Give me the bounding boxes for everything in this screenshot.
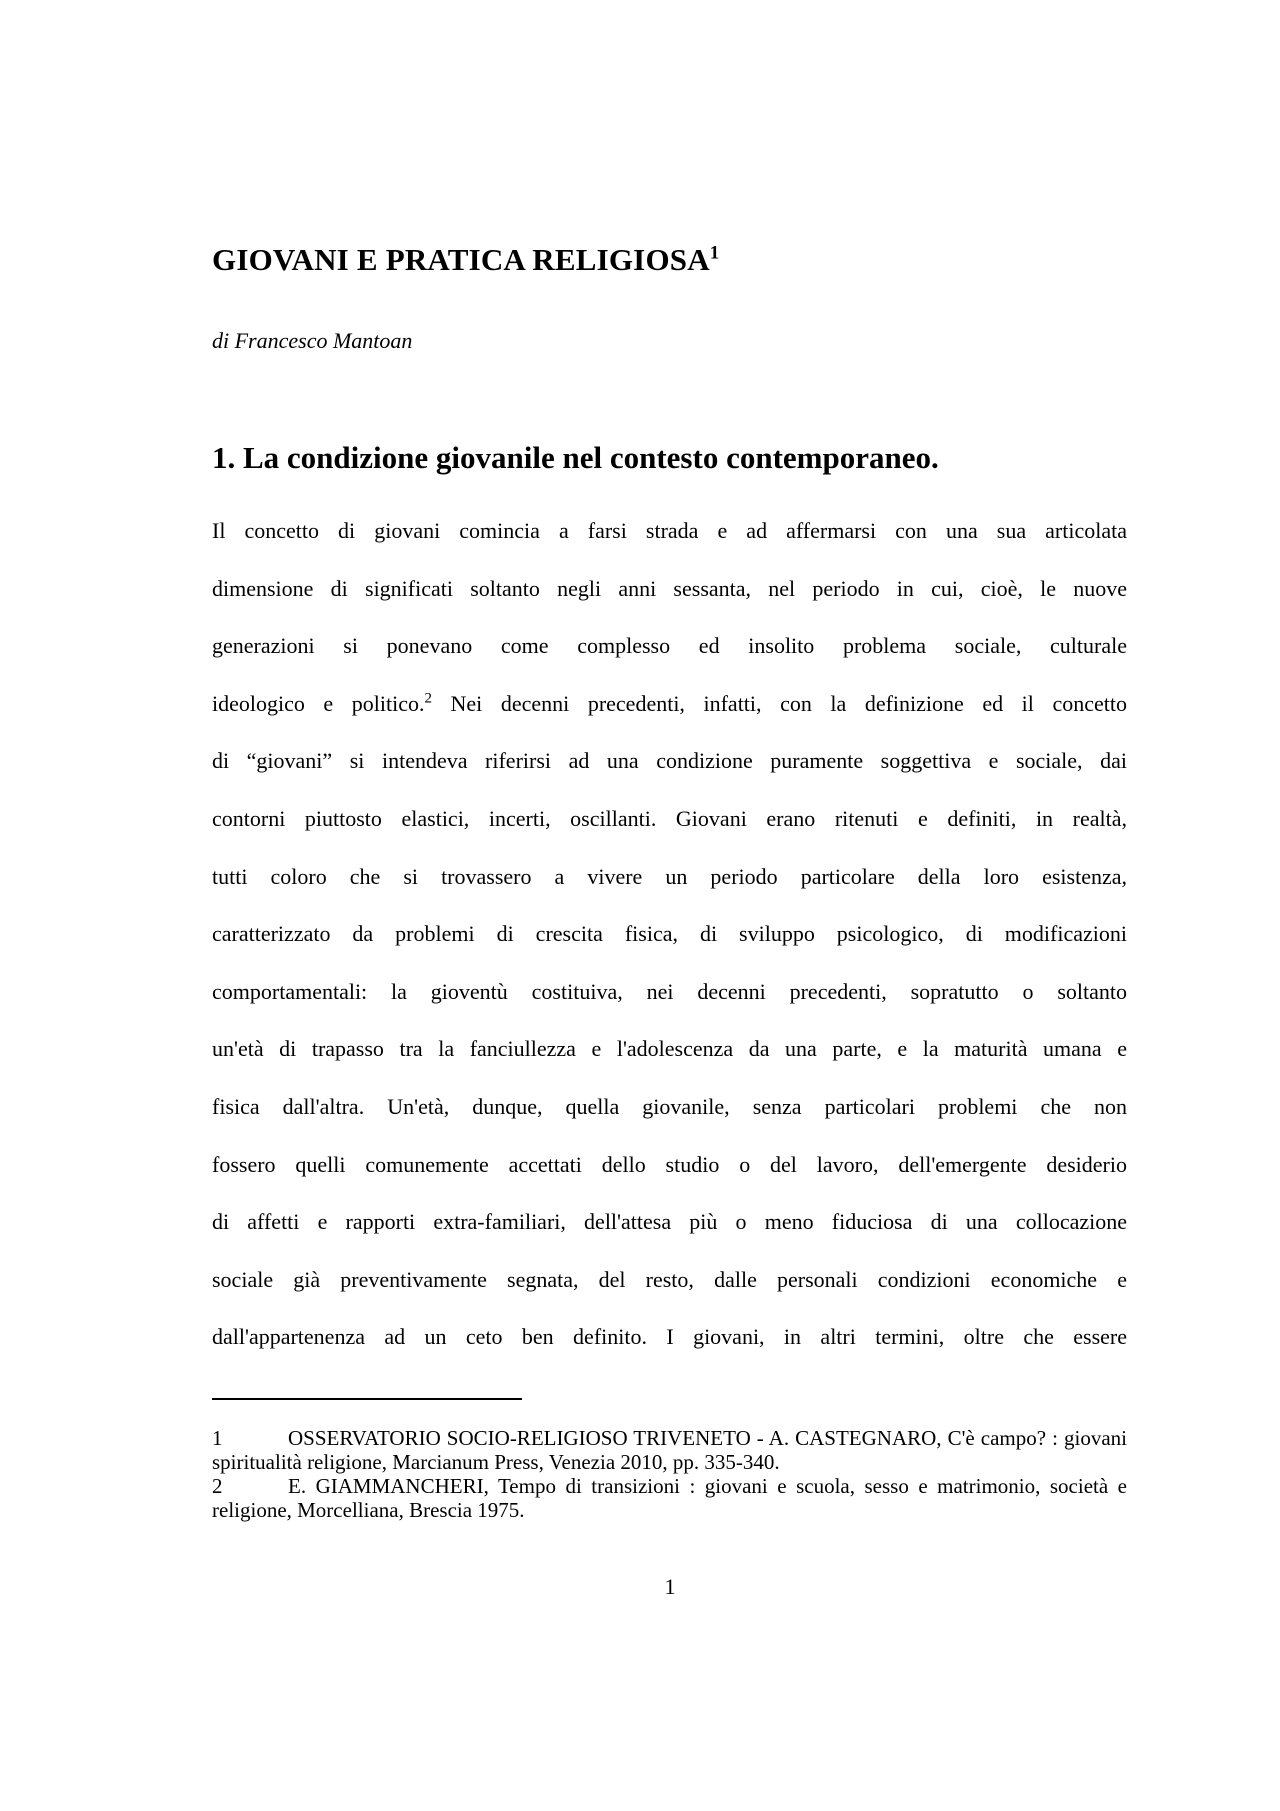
- body-line: un'età di trapasso tra la fanciullezza e l'adolescenza da una parte, e la maturità umana e: [212, 1036, 1127, 1062]
- section-heading: 1. La condizione giovanile nel contesto contemporaneo.: [212, 440, 939, 475]
- footnote: [212, 1426, 1127, 1474]
- body-line: di affetti e rapporti extra-familiari, dell'attesa più o meno fiduciosa di una collocazione: [212, 1209, 1127, 1235]
- body-line: sociale già preventivamente segnata, del resto, dalle personali condizioni economiche e: [212, 1266, 1127, 1292]
- body-text: [212, 516, 1127, 1380]
- body-line: caratterizzato da problemi di crescita fisica, di sviluppo psicologico, di modificazioni: [212, 921, 1127, 947]
- body-line: dimensione di significati soltanto negli anni sessanta, nel periodo in cui, cioè, le nuove: [212, 575, 1127, 601]
- body-line-with-ref: [212, 689, 1127, 747]
- footnote-separator: [212, 1398, 522, 1400]
- body-line-part: Nei decenni precedenti, infatti, con la definizione ed il concetto: [450, 690, 1127, 716]
- body-line: tutti coloro che si trovassero a vivere un periodo particolare della loro esistenza,: [212, 863, 1127, 889]
- body-line: fossero quelli comunemente accettati dello studio o del lavoro, dell'emergente desiderio: [212, 1151, 1127, 1177]
- body-line: generazioni si ponevano come complesso ed insolito problema sociale, culturale: [212, 633, 1127, 659]
- footnote-number: 1: [212, 1426, 223, 1450]
- body-line-part: ideologico e politico.: [212, 690, 425, 716]
- title-text: GIOVANI E PRATICA RELIGIOSA: [212, 242, 710, 277]
- title-footnote-ref: 1: [709, 242, 720, 264]
- body-line: fisica dall'altra. Un'età, dunque, quella giovanile, senza particolari problemi che non: [212, 1093, 1127, 1119]
- footnotes: [212, 1426, 1127, 1522]
- footnote-ref-2: 2: [424, 690, 432, 707]
- body-line: contorni piuttosto elastici, incerti, oscillanti. Giovani erano ritenuti e definiti, in realtà,: [212, 805, 1127, 831]
- footnote-text: OSSERVATORIO SOCIO-RELIGIOSO TRIVENETO - A. CASTEGNARO, C'è campo? : giovani spiritualità religione, Marcianum Press, Venezia 2010, pp. 335-340.: [212, 1426, 1127, 1474]
- page-number: 1: [664, 1574, 676, 1599]
- footnote-number: 2: [212, 1474, 223, 1498]
- author-byline: di Francesco Mantoan: [212, 328, 413, 353]
- footnote: [212, 1474, 1127, 1522]
- body-line: Il concetto di giovani comincia a farsi strada e ad affermarsi con una sua articolata: [212, 518, 1127, 543]
- body-line: comportamentali: la gioventù costituiva, nei decenni precedenti, sopratutto o soltanto: [212, 978, 1127, 1004]
- document-title: [212, 242, 720, 278]
- footnote-text: E. GIAMMANCHERI, Tempo di transizioni : giovani e scuola, sesso e matrimonio, società e religione, Morcelliana, Brescia 1975.: [212, 1474, 1127, 1522]
- body-line: dall'appartenenza ad un ceto ben definito. I giovani, in altri termini, oltre che essere: [212, 1324, 1127, 1350]
- body-line: di “giovani” si intendeva riferirsi ad una condizione puramente soggettiva e sociale, dai: [212, 748, 1127, 774]
